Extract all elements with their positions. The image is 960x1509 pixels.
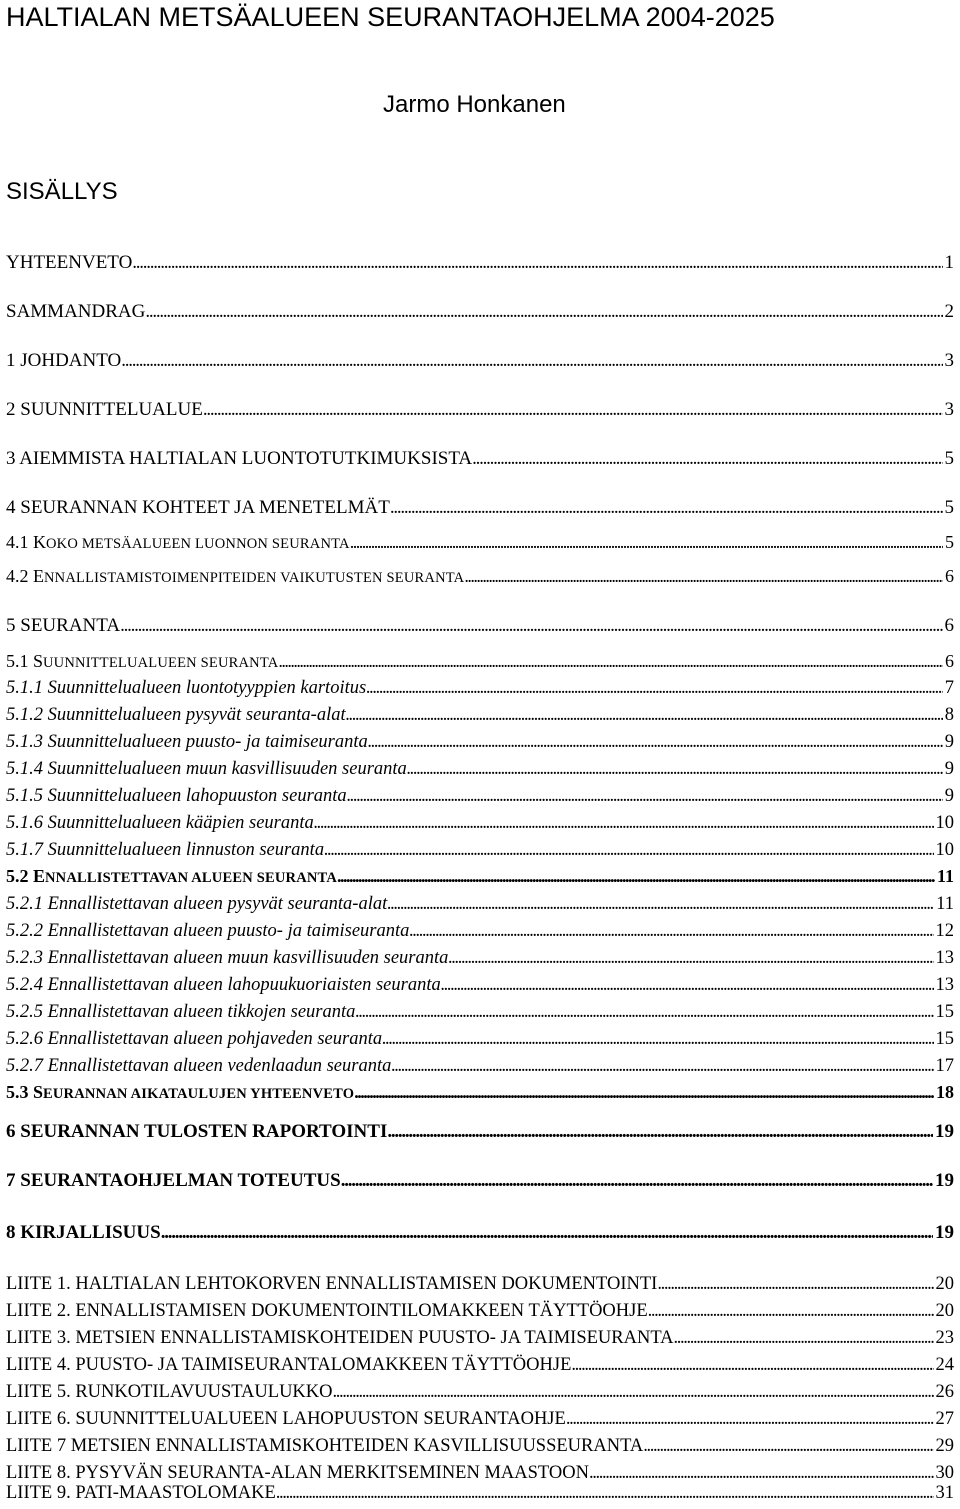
toc-entry-label: 1 JOHDANTO (6, 350, 122, 371)
toc-entry-page: 3 (944, 350, 954, 371)
toc-entry-page: 9 (944, 786, 954, 806)
toc-entry-number: 4.1 K (6, 532, 46, 552)
toc-entry-page: 15 (935, 1002, 954, 1022)
toc-entry-label: 3 AIEMMISTA HALTIALAN LUONTOTUTKIMUKSISTA (6, 448, 473, 469)
toc-leader-dots (120, 615, 942, 637)
toc-entry[interactable] (6, 1056, 954, 1082)
toc-leader-dots (368, 732, 943, 753)
toc-entry[interactable] (6, 948, 954, 974)
toc-entry-label: EURANNAN AIKATAULUJEN YHTEENVETO (43, 1086, 355, 1102)
toc-entry-page: 1 (944, 252, 954, 273)
toc-leader-dots (346, 705, 943, 726)
toc-entry-label: LIITE 9. PATI-MAASTOLOMAKE (6, 1483, 276, 1503)
toc-entry[interactable] (6, 921, 954, 947)
toc-leader-dots (333, 1382, 934, 1403)
toc-entry-label: LIITE 7 METSIEN ENNALLISTAMISKOHTEIDEN KASVILLISUUSSEURANTA (6, 1436, 644, 1456)
toc-entry-label: 5.1.7 Suunnittelualueen linnuston seuranta (6, 840, 325, 860)
toc-appendix-entry[interactable] (6, 1409, 954, 1435)
toc-leader-dots (347, 786, 943, 807)
toc-entry-label: 8 KIRJALLISUUS (6, 1222, 161, 1243)
toc-leader-dots (407, 759, 943, 780)
document-title: HALTIALAN METSÄALUEEN SEURANTAOHJELMA 2004-2025 (6, 2, 775, 32)
toc-entry[interactable] (6, 705, 954, 731)
toc-leader-dots (121, 350, 942, 372)
toc-entry-label: 5.2.5 Ennallistettavan alueen tikkojen seuranta (6, 1002, 356, 1022)
toc-entry[interactable] (6, 786, 954, 812)
toc-leader-dots (354, 1082, 934, 1103)
toc-leader-dots (464, 566, 943, 587)
toc-leader-dots (145, 301, 942, 323)
toc-entry-page: 6 (944, 615, 954, 636)
toc-leader-dots (390, 497, 943, 519)
toc-leader-dots (366, 678, 943, 699)
toc-entry-label: UUNNITTELUALUEEN SEURANTA (43, 655, 279, 671)
toc-entry-label: YHTEENVETO (6, 252, 133, 273)
toc-entry-label: 4 SEURANNAN KOHTEET JA MENETELMÄT (6, 497, 390, 518)
toc-appendix-entry[interactable] (6, 1436, 954, 1462)
toc-entry-page: 5 (945, 532, 954, 552)
author-name: Jarmo Honkanen (383, 91, 566, 118)
toc-entry-label: 5.1.1 Suunnittelualueen luontotyyppien kartoitus (6, 678, 367, 698)
toc-entry[interactable] (6, 615, 954, 641)
toc-entry-label: 5 SEURANTA (6, 615, 121, 636)
toc-leader-dots (643, 1436, 933, 1457)
toc-entry[interactable] (6, 866, 954, 892)
toc-entry-label: 5.2.3 Ennallistettavan alueen muun kasvillisuuden seuranta (6, 948, 449, 968)
toc-leader-dots (409, 921, 933, 942)
toc-leader-dots (566, 1409, 934, 1430)
toc-entry-label: 5.2.1 Ennallistettavan alueen pysyvät seuranta-alat (6, 894, 388, 914)
toc-leader-dots (571, 1355, 933, 1376)
toc-entry-label: LIITE 6. SUUNNITTELUALUEEN LAHOPUUSTON SEURANTAOHJE (6, 1409, 566, 1429)
toc-entry-label: LIITE 5. RUNKOTILAVUUSTAULUKKO (6, 1382, 333, 1402)
toc-entry-label: 7 SEURANTAOHJELMAN TOTEUTUS (6, 1170, 341, 1191)
toc-entry-page: 26 (935, 1382, 954, 1402)
toc-entry-label: 5.2.6 Ennallistettavan alueen pohjaveden seuranta (6, 1029, 383, 1049)
toc-entry[interactable] (6, 1082, 954, 1108)
toc-entry-label: LIITE 2. ENNALLISTAMISEN DOKUMENTOINTILOMAKKEEN TÄYTTÖOHJE (6, 1301, 648, 1321)
toc-entry-page: 9 (944, 759, 954, 779)
toc-heading: SISÄLLYS (6, 178, 118, 205)
toc-entry-page: 29 (935, 1436, 954, 1456)
toc-leader-dots (382, 1029, 933, 1050)
toc-entry[interactable] (6, 813, 954, 839)
toc-leader-dots (161, 1222, 933, 1244)
toc-entry-label: 5.1.4 Suunnittelualueen muun kasvillisuuden seuranta (6, 759, 407, 779)
toc-leader-dots (355, 1002, 933, 1023)
toc-entry[interactable] (6, 301, 954, 327)
toc-entry-page: 12 (935, 921, 954, 941)
toc-entry[interactable] (6, 252, 954, 278)
toc-entry-page: 13 (935, 948, 954, 968)
toc-entry-page: 27 (935, 1409, 954, 1429)
toc-entry-label: OKO METSÄALUEEN LUONNON SEURANTA (46, 536, 350, 552)
toc-leader-dots (387, 894, 934, 915)
toc-appendix-entry[interactable] (6, 1328, 954, 1354)
toc-entry-label: LIITE 1. HALTIALAN LEHTOKORVEN ENNALLISTAMISEN DOKUMENTOINTI (6, 1274, 658, 1294)
toc-entry-page: 5 (944, 448, 954, 469)
toc-entry[interactable] (6, 840, 954, 866)
toc-entry-page: 11 (936, 894, 954, 914)
toc-leader-dots (674, 1328, 934, 1349)
toc-leader-dots (350, 532, 943, 553)
toc-leader-dots (472, 448, 942, 470)
toc-appendix-entry[interactable] (6, 1355, 954, 1381)
toc-entry-label: 5.2.7 Ennallistettavan alueen vedenlaadun seuranta (6, 1056, 392, 1076)
toc-entry-page: 6 (945, 651, 954, 671)
toc-entry-number: 4.2 E (6, 566, 44, 586)
toc-entry[interactable] (6, 651, 954, 677)
toc-entry-label: LIITE 4. PUUSTO- JA TAIMISEURANTALOMAKKEEN TÄYTTÖOHJE (6, 1355, 572, 1375)
toc-entry-page: 30 (935, 1463, 954, 1483)
toc-entry-page: 24 (935, 1355, 954, 1375)
toc-leader-dots (341, 1170, 933, 1192)
toc-entry-page: 13 (935, 975, 954, 995)
toc-entry-page: 19 (935, 1121, 954, 1142)
toc-appendix-entry[interactable] (6, 1301, 954, 1327)
toc-entry-label: NNALLISTETTAVAN ALUEEN SEURANTA (45, 870, 338, 886)
toc-entry-page: 31 (935, 1483, 954, 1503)
toc-leader-dots (589, 1463, 934, 1484)
toc-entry-label: 5.1.5 Suunnittelualueen lahopuuston seuranta (6, 786, 347, 806)
toc-entry-page: 10 (935, 840, 954, 860)
toc-leader-dots (278, 651, 943, 672)
toc-appendix-entry[interactable] (6, 1274, 954, 1300)
toc-entry-label: 5.1.6 Suunnittelualueen kääpien seuranta (6, 813, 314, 833)
toc-leader-dots (132, 252, 942, 274)
toc-leader-dots (276, 1483, 934, 1504)
toc-entry-label: 5.1.2 Suunnittelualueen pysyvät seuranta-alat (6, 705, 346, 725)
toc-entry-page: 9 (944, 732, 954, 752)
toc-entry[interactable] (6, 894, 954, 920)
toc-leader-dots (391, 1056, 933, 1077)
toc-entry-page: 6 (945, 566, 954, 586)
toc-entry[interactable] (6, 399, 954, 425)
toc-entry-page: 8 (944, 705, 954, 725)
toc-entry-page: 7 (944, 678, 954, 698)
toc-leader-dots (203, 399, 943, 421)
toc-leader-dots (324, 840, 933, 861)
toc-entry[interactable] (6, 448, 954, 474)
toc-entry[interactable] (6, 566, 954, 592)
toc-entry[interactable] (6, 1170, 954, 1196)
toc-entry[interactable] (6, 1002, 954, 1028)
toc-entry-number: 5.3 S (6, 1082, 44, 1102)
toc-entry[interactable] (6, 497, 954, 523)
toc-leader-dots (337, 866, 935, 887)
toc-entry-label: SAMMANDRAG (6, 301, 146, 322)
toc-entry[interactable] (6, 759, 954, 785)
toc-entry[interactable] (6, 975, 954, 1001)
toc-entry[interactable] (6, 1121, 954, 1147)
toc-entry-page: 15 (935, 1029, 954, 1049)
toc-entry-page: 23 (935, 1328, 954, 1348)
toc-leader-dots (448, 948, 933, 969)
toc-entry-label: 5.2.4 Ennallistettavan alueen lahopuukuoriaisten seuranta (6, 975, 441, 995)
toc-entry-page: 5 (944, 497, 954, 518)
toc-entry[interactable] (6, 1029, 954, 1055)
toc-entry-page: 19 (935, 1222, 954, 1243)
toc-entry-label: 6 SEURANNAN TULOSTEN RAPORTOINTI (6, 1121, 388, 1142)
toc-leader-dots (441, 975, 934, 996)
toc-entry[interactable] (6, 532, 954, 558)
toc-entry-number: 5.1 S (6, 651, 44, 671)
toc-entry-label: 5.2.2 Ennallistettavan alueen puusto- ja taimiseuranta (6, 921, 410, 941)
toc-entry-page: 2 (944, 301, 954, 322)
toc-entry[interactable] (6, 350, 954, 376)
toc-entry-page: 17 (935, 1056, 954, 1076)
toc-appendix-entry[interactable] (6, 1382, 954, 1408)
toc-entry[interactable] (6, 678, 954, 704)
toc-leader-dots (648, 1301, 934, 1322)
toc-entry-page: 20 (935, 1301, 954, 1321)
toc-entry-page: 19 (935, 1170, 954, 1191)
toc-entry-page: 10 (935, 813, 954, 833)
toc-leader-dots (387, 1121, 933, 1143)
toc-entry-label: NNALLISTAMISTOIMENPITEIDEN VAIKUTUSTEN SEURANTA (44, 570, 465, 586)
toc-entry-label: 2 SUUNNITTELUALUE (6, 399, 203, 420)
toc-leader-dots (314, 813, 934, 834)
toc-entry-page: 20 (935, 1274, 954, 1294)
toc-entry[interactable] (6, 732, 954, 758)
toc-entry-number: 5.2 E (6, 866, 46, 886)
toc-leader-dots (657, 1274, 933, 1295)
toc-entry-label: LIITE 3. METSIEN ENNALLISTAMISKOHTEIDEN PUUSTO- JA TAIMISEURANTA (6, 1328, 674, 1348)
toc-entry-page: 3 (944, 399, 954, 420)
toc-entry-page: 11 (936, 866, 954, 886)
toc-entry-page: 18 (936, 1082, 954, 1102)
toc-appendix-entry[interactable] (6, 1483, 954, 1509)
toc-entry-label: 5.1.3 Suunnittelualueen puusto- ja taimiseuranta (6, 732, 368, 752)
toc-entry-label: LIITE 8. PYSYVÄN SEURANTA-ALAN MERKITSEMINEN MAASTOON (6, 1463, 589, 1483)
toc-entry[interactable] (6, 1222, 954, 1248)
